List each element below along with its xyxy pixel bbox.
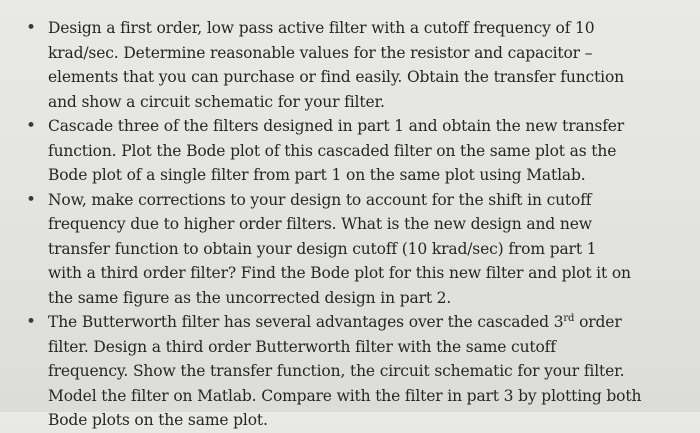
text-line: Cascade three of the filters designed in part 1 and obtain the new transfer	[48, 117, 625, 135]
text-line: function. Plot the Bode plot of this cascaded filter on the same plot as the	[48, 141, 617, 160]
text-line: with a third order filter? Find the Bode plot for this new filter and plot it on	[48, 264, 631, 282]
text-line: the same figure as the uncorrected design in part 2.	[48, 288, 452, 307]
text-line	[48, 310, 688, 335]
bullet-icon: •	[26, 312, 36, 332]
text-line: frequency. Show the transfer function, the circuit schematic for your filter.	[48, 362, 625, 380]
text-fragment: The Butterworth filter has several advantages over the cascaded 3	[48, 313, 564, 331]
text-line: transfer function to obtain your design cutoff (10 krad/sec) from part 1	[48, 239, 597, 258]
text-line: Design a first order, low pass active filter with a cutoff frequency of 10	[48, 19, 595, 37]
text-line: Bode plot of a single filter from part 1 on the same plot using Matlab.	[48, 166, 586, 184]
bullet-icon: •	[26, 116, 36, 136]
text-line: frequency due to higher order filters. What is the new design and new	[48, 215, 592, 233]
bullet-icon: •	[26, 189, 36, 210]
task-item-4	[26, 310, 688, 433]
text-line: Model the filter on Matlab. Compare with the filter in part 3 by plotting both	[48, 386, 642, 405]
text-fragment: order	[574, 313, 622, 331]
text-line: Now, make corrections to your design to account for the shift in cutoff	[48, 190, 592, 209]
task-item-2	[26, 114, 688, 188]
text-line: Bode plots on the same plot.	[48, 411, 268, 429]
text-line: krad/sec. Determine reasonable values for the resistor and capacitor –	[48, 43, 593, 62]
bullet-icon: •	[26, 18, 36, 38]
superscript-ordinal: rd	[563, 313, 575, 324]
text-line: elements that you can purchase or find easily. Obtain the transfer function	[48, 68, 624, 86]
task-item-1	[26, 16, 688, 114]
task-list	[26, 16, 688, 433]
task-item-3	[26, 188, 688, 311]
text-line: filter. Design a third order Butterworth filter with the same cutoff	[48, 337, 556, 356]
text-line: and show a circuit schematic for your filter.	[48, 92, 385, 111]
